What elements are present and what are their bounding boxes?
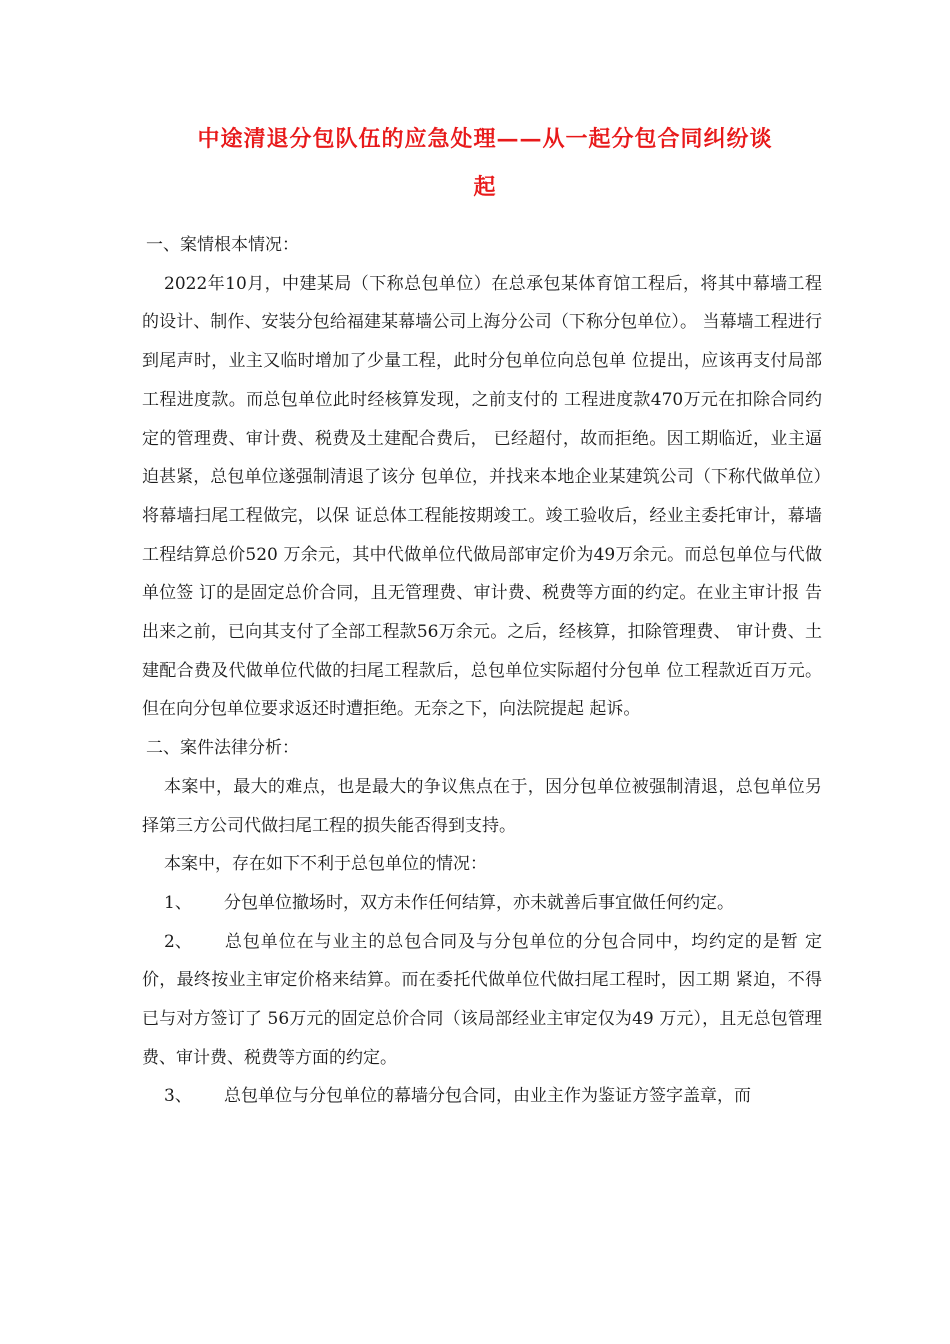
- document-body: [142, 226, 822, 1116]
- section2-heading: 二、案件法律分析：: [146, 738, 299, 759]
- list-item-text: 分包单位撤场时，双方未作任何结算，亦未就善后事宜做任何约定。: [224, 892, 734, 913]
- list-item: [142, 884, 822, 923]
- list-item-number: 2、: [164, 931, 192, 952]
- section2-paragraph-1: 本案中，最大的难点，也是最大的争议焦点在于，因分包单位被强制清退，总包单位另择第三方公司代做扫尾工程的损失能否得到支持。: [142, 776, 822, 836]
- section1-paragraph: 2022年10月，中建某局（下称总包单位）在总承包某体育馆工程后，将其中幕墙工程的设计、制作、安装分包给福建某幕墙公司上海分公司（下称分包单位）。 当幕墙工程进行到尾声时，业主又临时增加了少量工程，此时分包单位向总包单 位提出，应该再支付局部工程进度款。而总包单位此时经核算发现，之前支付的 工程进度款470万元在扣除合同约定的管理费、审计费、税费及土建配合费后， 已经超付，故而拒绝。因工期临近，业主逼迫甚紧，总包单位遂强制清退了该分 包单位，并找来本地企业某建筑公司（下称代做单位）将幕墙扫尾工程做完，以保 证总体工程能按期竣工。竣工验收后，经业主委托审计，幕墙工程结算总价520 万余元，其中代做单位代做局部审定价为49万余元。而总包单位与代做单位签 订的是固定总价合同，且无管理费、审计费、税费等方面的约定。在业主审计报 告出来之前，已向其支付了全部工程款56万余元。之后，经核算，扣除管理费、 审计费、土建配合费及代做单位代做的扫尾工程款后，总包单位实际超付分包单 位工程款近百万元。但在向分包单位要求返还时遭拒绝。无奈之下，向法院提起 起诉。: [142, 273, 822, 720]
- document-title-line2: 起: [473, 174, 497, 200]
- list-item-text: 总包单位与分包单位的幕墙分包合同，由业主作为鉴证方签字盖章，而: [224, 1086, 751, 1107]
- document-title-line1: 中途清退分包队伍的应急处理——从一起分包合同纠纷谈: [197, 126, 773, 152]
- section1-heading: 一、案情根本情况：: [146, 235, 299, 255]
- section2-paragraph-2: 本案中，存在如下不利于总包单位的情况：: [164, 854, 487, 875]
- list-item: [142, 923, 822, 1078]
- list-item-text: 总包单位在与业主的总包合同及与分包单位的分包合同中，均约定的是暂 定价，最终按业主审定价格来结算。而在委托代做单位代做扫尾工程时，因工期 紧迫，不得已与对方签订了 56万元的固定总价合同（该局部经业主审定仅为49 万元），且无总包管理费、审计费、税费等方面的约定。: [142, 931, 822, 1068]
- list-item-number: 3、: [164, 1086, 192, 1107]
- list-item-number: 1、: [164, 892, 192, 913]
- list-item: [142, 1077, 822, 1116]
